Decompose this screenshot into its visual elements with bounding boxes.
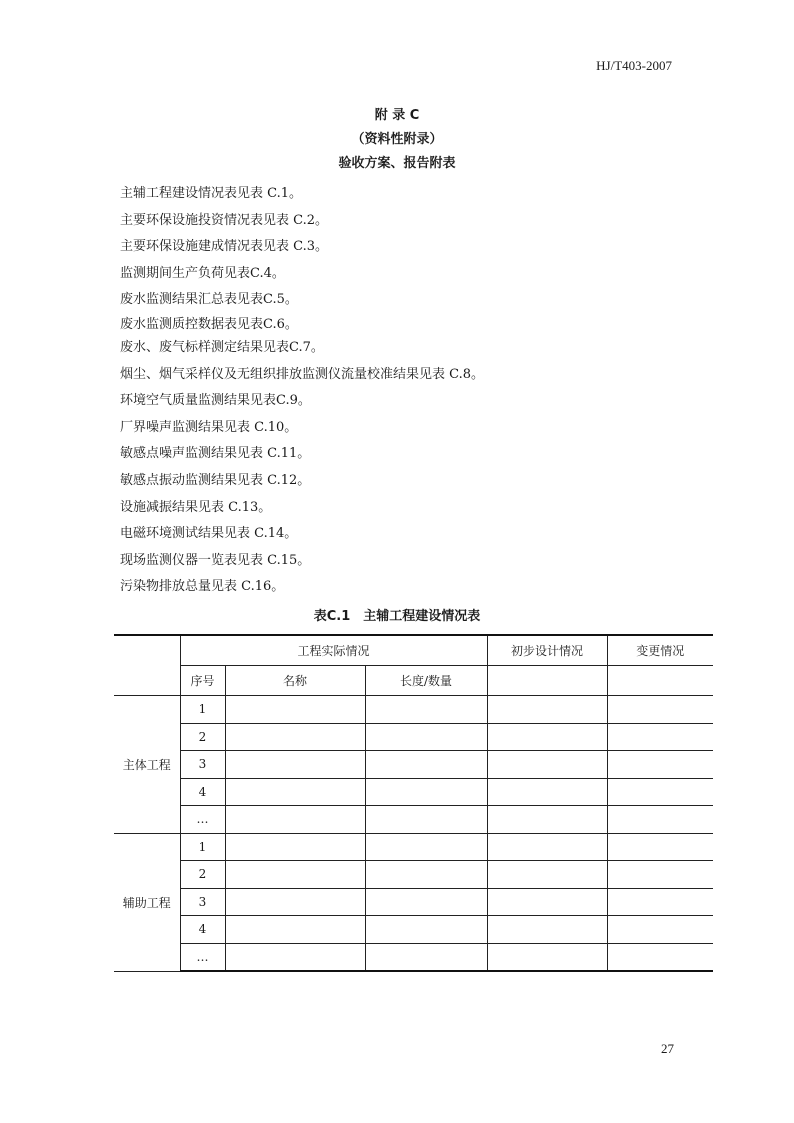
row-seq: 2 bbox=[180, 723, 225, 751]
table-cell bbox=[607, 751, 713, 779]
row-seq: 3 bbox=[180, 888, 225, 916]
table-cell bbox=[365, 916, 487, 944]
page-number: 27 bbox=[661, 1041, 674, 1056]
list-item: 厂界噪声监测结果见表 C.10。 bbox=[120, 419, 298, 435]
table-row bbox=[114, 778, 713, 806]
list-item: 废水监测结果汇总表见表C.5。 bbox=[120, 292, 298, 308]
row-seq: 1 bbox=[180, 696, 225, 724]
table-cell bbox=[487, 778, 607, 806]
table-cell bbox=[225, 778, 365, 806]
table-cell bbox=[607, 861, 713, 889]
appendix-title-block bbox=[0, 104, 794, 176]
table-cell bbox=[225, 696, 365, 724]
row-seq: 1 bbox=[180, 833, 225, 861]
list-item: 污染物排放总量见表 C.16。 bbox=[120, 579, 285, 595]
table-cell bbox=[365, 723, 487, 751]
table-cell bbox=[607, 723, 713, 751]
table-cell bbox=[607, 943, 713, 971]
table-cell bbox=[607, 696, 713, 724]
table-cell bbox=[607, 916, 713, 944]
list-item: 环境空气质量监测结果见表C.9。 bbox=[120, 393, 311, 409]
row-seq: 2 bbox=[180, 861, 225, 889]
table-cell bbox=[225, 943, 365, 971]
table-cell bbox=[487, 666, 607, 696]
row-seq: … bbox=[180, 943, 225, 971]
list-item: 烟尘、烟气采样仪及无组织排放监测仪流量校准结果见表 C.8。 bbox=[120, 366, 485, 382]
table-row bbox=[114, 696, 713, 724]
table-cell bbox=[225, 751, 365, 779]
table-row bbox=[114, 806, 713, 834]
table-cell bbox=[365, 806, 487, 834]
header-name: 名称 bbox=[225, 666, 365, 696]
appendix-title: 附 录 C bbox=[374, 108, 420, 123]
table-cell bbox=[365, 833, 487, 861]
table-cell bbox=[607, 833, 713, 861]
list-item: 废水、废气标样测定结果见表C.7。 bbox=[120, 339, 324, 355]
table-cell bbox=[487, 888, 607, 916]
table-row bbox=[114, 861, 713, 889]
header-actual: 工程实际情况 bbox=[180, 635, 487, 666]
table-cell bbox=[487, 916, 607, 944]
table-cell bbox=[487, 861, 607, 889]
list-item: 主要环保设施建成情况表见表 C.3。 bbox=[120, 239, 329, 255]
table-cell bbox=[225, 806, 365, 834]
table-row bbox=[114, 888, 713, 916]
row-seq: 4 bbox=[180, 778, 225, 806]
table-cell bbox=[607, 666, 713, 696]
header-change: 变更情况 bbox=[607, 635, 713, 666]
table-cell bbox=[487, 751, 607, 779]
table-corner-cell bbox=[114, 635, 180, 696]
row-seq: … bbox=[180, 806, 225, 834]
header-design: 初步设计情况 bbox=[487, 635, 607, 666]
table-row bbox=[114, 916, 713, 944]
table-cell bbox=[225, 833, 365, 861]
construction-status-table bbox=[114, 634, 713, 972]
table-cell bbox=[607, 778, 713, 806]
section-aux-label: 辅助工程 bbox=[114, 833, 180, 971]
table-cell bbox=[225, 916, 365, 944]
list-item: 监测期间生产负荷见表C.4。 bbox=[120, 265, 285, 281]
table-row bbox=[114, 751, 713, 779]
table-cell bbox=[607, 806, 713, 834]
table-row bbox=[114, 943, 713, 971]
list-item: 主辅工程建设情况表见表 C.1。 bbox=[120, 186, 303, 201]
table-cell bbox=[365, 751, 487, 779]
list-item: 废水监测质控数据表见表C.6。 bbox=[120, 316, 298, 332]
list-item: 敏感点噪声监测结果见表 C.11。 bbox=[120, 446, 311, 462]
table-reference-list bbox=[120, 181, 484, 601]
table-caption: 表C.1 主辅工程建设情况表 bbox=[313, 609, 481, 624]
table-cell bbox=[607, 888, 713, 916]
document-code: HJ/T403-2007 bbox=[596, 58, 672, 73]
table-cell bbox=[487, 696, 607, 724]
header-seq: 序号 bbox=[180, 666, 225, 696]
table-cell bbox=[225, 723, 365, 751]
table-cell bbox=[487, 723, 607, 751]
table-header-row bbox=[114, 635, 713, 666]
table-cell bbox=[365, 888, 487, 916]
row-seq: 4 bbox=[180, 916, 225, 944]
list-item: 电磁环境测试结果见表 C.14。 bbox=[120, 526, 298, 542]
row-seq: 3 bbox=[180, 751, 225, 779]
list-item: 主要环保设施投资情况表见表 C.2。 bbox=[120, 212, 329, 228]
table-row bbox=[114, 833, 713, 861]
list-item: 现场监测仪器一览表见表 C.15。 bbox=[120, 552, 311, 568]
list-item: 设施减振结果见表 C.13。 bbox=[120, 499, 272, 515]
section-main-label: 主体工程 bbox=[114, 696, 180, 834]
appendix-heading: 验收方案、报告附表 bbox=[338, 156, 456, 171]
table-cell bbox=[225, 888, 365, 916]
table-cell bbox=[487, 833, 607, 861]
table-cell bbox=[225, 861, 365, 889]
table-subheader-row bbox=[114, 666, 713, 696]
header-length: 长度/数量 bbox=[365, 666, 487, 696]
table-cell bbox=[365, 943, 487, 971]
table-cell bbox=[487, 943, 607, 971]
list-item: 敏感点振动监测结果见表 C.12。 bbox=[120, 472, 311, 488]
table-cell bbox=[365, 696, 487, 724]
appendix-subtitle: （资料性附录） bbox=[351, 132, 443, 147]
table-row bbox=[114, 723, 713, 751]
table-cell bbox=[487, 806, 607, 834]
table-cell bbox=[365, 778, 487, 806]
table-cell bbox=[365, 861, 487, 889]
